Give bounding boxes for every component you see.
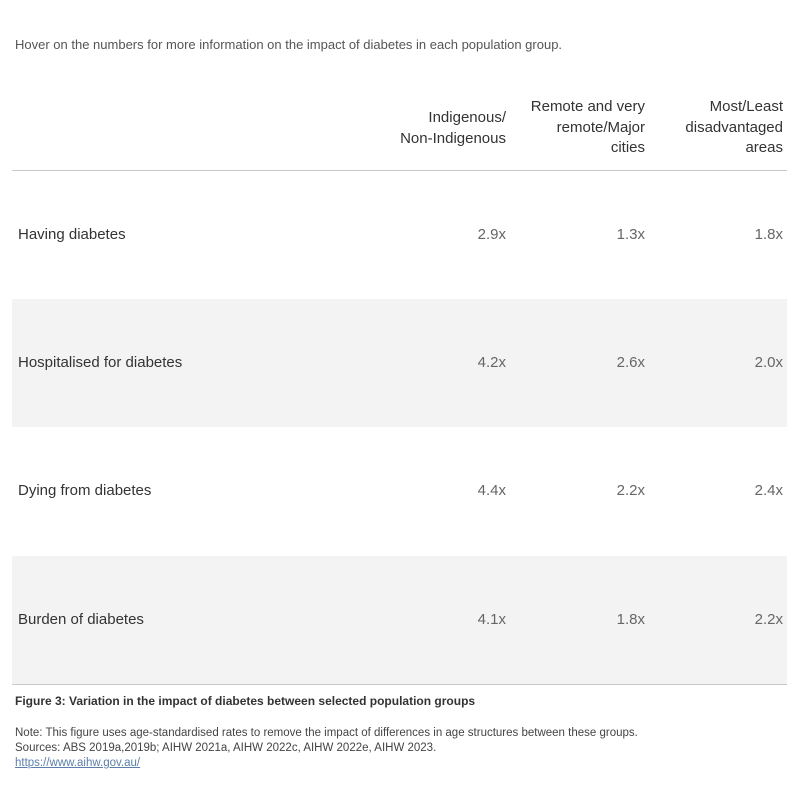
column-header-line: Most/Least [709,98,783,115]
column-header-line: remote/Major [556,118,645,136]
value-cell-disadvantaged[interactable]: 2.0x [754,354,783,371]
column-header-line: cities [610,139,645,156]
row-label: Having diabetes [18,226,126,243]
table-row-burden [12,556,787,684]
column-header-line: Remote and very [530,98,645,115]
row-label: Burden of diabetes [18,611,144,628]
value-cell-indigenous[interactable]: 2.9x [477,226,506,243]
column-header-disadvantaged [642,97,783,159]
column-header-line: disadvantaged [685,118,783,136]
column-header-remote [492,97,645,159]
value-cell-indigenous[interactable]: 4.4x [477,482,506,499]
table-row-dying [12,427,787,555]
sources-text: Sources: ABS 2019a,2019b; AIHW 2021a, AIHW 2022c, AIHW 2022e, AIHW 2023. [15,742,437,754]
value-cell-remote[interactable]: 1.3x [616,226,645,243]
value-cell-remote[interactable]: 1.8x [616,611,645,628]
value-cell-indigenous[interactable]: 4.2x [477,354,506,371]
footer-divider [12,684,787,685]
value-cell-disadvantaged[interactable]: 1.8x [754,226,783,243]
value-cell-remote[interactable]: 2.6x [616,354,645,371]
source-link[interactable]: https://www.aihw.gov.au/ [15,757,141,769]
value-cell-disadvantaged[interactable]: 2.4x [754,482,783,499]
column-header-indigenous [342,108,506,149]
table-row-having-diabetes [12,171,787,299]
instruction-text: Hover on the numbers for more information on the impact of diabetes in each population group. [15,37,563,52]
note-text: Note: This figure uses age-standardised rates to remove the impact of differences in age structures between these groups. [15,727,638,739]
value-cell-disadvantaged[interactable]: 2.2x [754,611,783,628]
column-header-line: Indigenous/ [428,109,506,126]
table-row-hospitalised [12,299,787,427]
figure-caption: Figure 3: Variation in the impact of diabetes between selected population groups [15,694,476,708]
column-header-line: Non-Indigenous [400,129,506,147]
row-label: Hospitalised for diabetes [18,354,183,371]
row-label: Dying from diabetes [18,482,152,499]
value-cell-remote[interactable]: 2.2x [616,482,645,499]
value-cell-indigenous[interactable]: 4.1x [477,611,506,628]
column-header-line: areas [745,139,783,156]
